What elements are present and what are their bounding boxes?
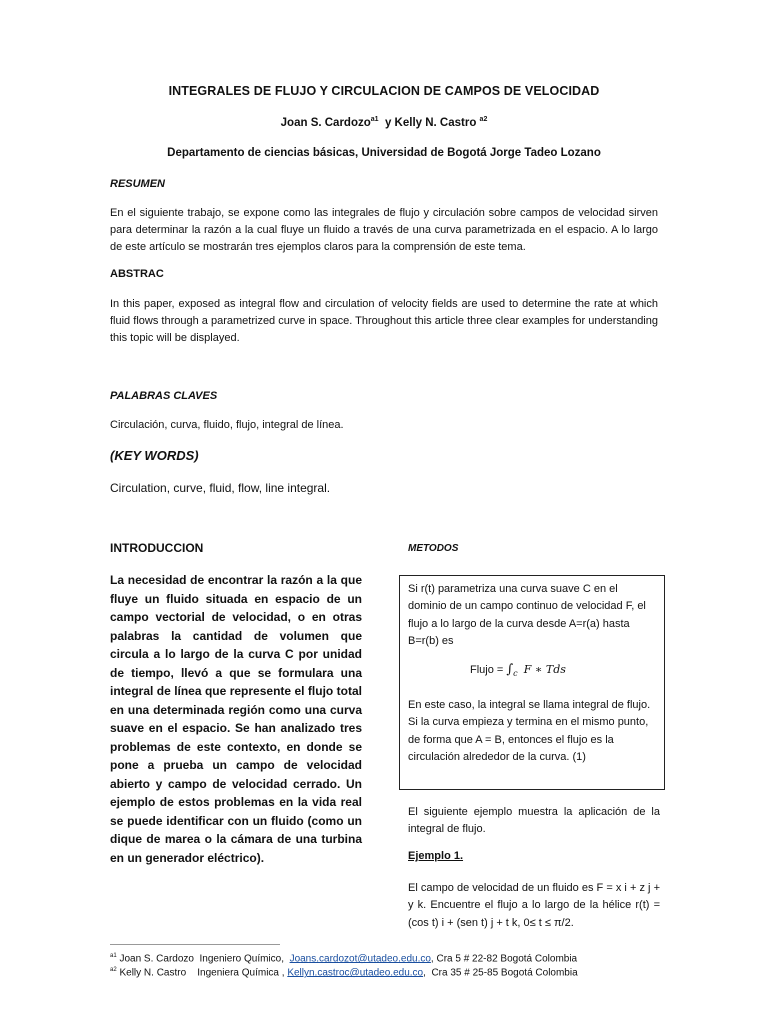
author-2-sup: a2	[479, 116, 488, 123]
footnote-2-suffix: , Cra 35 # 25-85 Bogotá Colombia	[423, 967, 578, 979]
author-line	[0, 116, 768, 129]
formula-label: Flujo =	[470, 664, 507, 676]
footnote-1	[110, 953, 577, 964]
formula-body: F ∗ Tds	[523, 663, 566, 676]
integral-subscript: c	[513, 669, 518, 679]
abstract-text: In this paper, exposed as integral flow and circulation of velocity fields are used to determine the rate at which fluid flows through a parametrized curve in space. Throughout this article three clear examples for understanding this topic will be displayed.	[110, 298, 658, 344]
footnote-1-prefix: Joan S. Cardozo Ingeniero Químico,	[116, 953, 290, 965]
author-1: Joan S. Cardozo	[280, 116, 371, 129]
abstract-heading: ABSTRAC	[110, 268, 164, 280]
author-1-sup: a1	[370, 116, 379, 123]
footnote-2-sup: a2	[110, 967, 117, 973]
footnote-2-prefix: Kelly N. Castro Ingeniera Química ,	[116, 967, 288, 979]
intro-heading: INTRODUCCION	[110, 541, 204, 555]
footnote-1-email-link[interactable]: Joans.cardozot@utadeo.edu.co	[289, 953, 431, 965]
example-heading: Ejemplo 1.	[408, 850, 464, 862]
author-and: y Kelly N. Castro	[378, 116, 480, 129]
footnote-divider	[110, 944, 280, 945]
resumen-text: En el siguiente trabajo, se expone como las integrales de flujo y circulación sobre campos de velocidad sirven para determinar la razón a la cual fluye un fluido a través de una curva parametrizada en el espacio. A lo largo de este artículo se mostrarán tres ejemplos claros para la comprensión de este tema.	[110, 207, 658, 253]
integral-symbol: ∫	[506, 662, 514, 677]
intro-text: La necesidad de encontrar la razón a la que fluye un fluido situada en espacio de un campo vectorial de velocidad, o en otras palabras la cantidad de volumen que circula a lo largo de la curva C por unidad de tiempo, llevó a que se formulara una integral de línea que represente el flujo total en una determinada región como una curva suave en el espacio. Se han analizado tres problemas de este contexto, en donde se pone a prueba un campo de velocidad abierto y campo de velocidad cerrado. Un ejemplo de estos problemas en la vida real se puede identificar con un fluido (como un dique de marea o la cámara de una turbina en un generador eléctrico).	[110, 573, 362, 865]
paper-title: INTEGRALES DE FLUJO Y CIRCULACION DE CAMPOS DE VELOCIDAD	[168, 84, 600, 98]
metodos-heading: METODOS	[408, 543, 459, 554]
footnote-1-sup: a1	[110, 953, 117, 959]
example-text: El campo de velocidad de un fluido es F = x i + z j + y k. Encuentre el flujo a lo largo de la hélice r(t) = (cos t) i + (sen t) j + t k, 0≤ t ≤ π/2.	[408, 882, 660, 929]
resumen-heading: RESUMEN	[110, 178, 166, 190]
affiliation: Departamento de ciencias básicas, Universidad de Bogotá Jorge Tadeo Lozano	[167, 147, 601, 159]
keywords-heading: (KEY WORDS)	[110, 448, 199, 463]
footnote-2-email-link[interactable]: Kellyn.castroc@utadeo.edu.co	[287, 967, 424, 979]
after-box-text: El siguiente ejemplo muestra la aplicación de la integral de flujo.	[408, 806, 660, 836]
palabras-text: Circulación, curva, fluido, flujo, integral de línea.	[110, 419, 344, 431]
flujo-formula	[470, 662, 566, 678]
palabras-heading: PALABRAS CLAVES	[110, 390, 218, 402]
footnote-1-suffix: , Cra 5 # 22-82 Bogotá Colombia	[430, 953, 578, 965]
box-text-2: En este caso, la integral se llama integral de flujo. Si la curva empieza y termina en el mismo punto, de forma que A = B, entonces el flujo es la circulación alrededor de la curva. (1)	[408, 699, 651, 764]
footnote-2	[110, 967, 578, 978]
keywords-text: Circulation, curve, fluid, flow, line integral.	[110, 481, 331, 495]
box-text-1: Si r(t) parametriza una curva suave C en el dominio de un campo continuo de velocidad F, el flujo a lo largo de la curva desde A=r(a) hasta B=r(b) es	[408, 583, 646, 648]
